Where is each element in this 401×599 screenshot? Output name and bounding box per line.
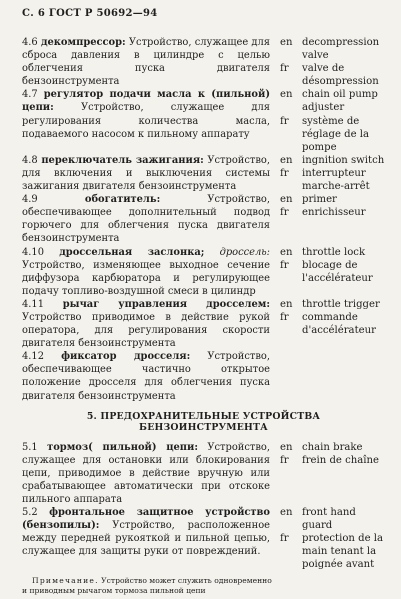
translation: frein de chaîne xyxy=(302,454,379,466)
document-body xyxy=(22,36,385,596)
term-definition xyxy=(22,441,270,506)
lang-code: en xyxy=(280,246,293,258)
term-name: дроссельная заслонка; xyxy=(59,246,205,258)
term-definition-text: Устройство, служащее для сброса давления в цилиндре с целью облегчения пуска двигателя бензоинструмента xyxy=(22,37,270,88)
term-name: фиксатор дросселя: xyxy=(61,351,191,363)
lang-code: fr xyxy=(280,63,289,75)
equivalent-fr xyxy=(280,454,385,467)
translation: ingnition switch xyxy=(302,154,385,166)
term-definition-text: Устройство приводимое в действие рукой оператора, для регулирования скорости двигателя бензоинструмента xyxy=(22,311,270,350)
equivalents xyxy=(270,246,385,298)
page-header: С. 6 ГОСТ Р 50692—94 xyxy=(22,8,158,19)
note-label: Примечание. xyxy=(32,575,99,585)
equivalents xyxy=(270,36,385,88)
term-definition-text: Устройство, служащее для остановки или блокирования цепи, приводимое в действие вручную или срабатывающее автоматически при отскоке пильного аппарата xyxy=(22,441,270,505)
equivalents xyxy=(270,350,385,402)
entries-section-4 xyxy=(22,36,385,403)
term-entry xyxy=(22,441,385,506)
note xyxy=(22,576,272,596)
translation: primer xyxy=(302,194,337,206)
term-number: 4.10 xyxy=(22,246,44,258)
equivalent-fr xyxy=(280,115,385,154)
lang-code: fr xyxy=(280,167,289,179)
lang-code: en xyxy=(280,154,293,166)
term-definition xyxy=(22,246,270,298)
equivalent-en xyxy=(280,506,385,532)
translation: interrupteur marche-arrêt xyxy=(302,167,370,193)
term-number: 4.12 xyxy=(22,351,44,363)
translation: chain oil pump adjuster xyxy=(302,89,378,114)
translation: throttle trigger xyxy=(302,298,380,310)
equivalent-en xyxy=(280,154,385,167)
equivalent-fr xyxy=(280,259,385,285)
equivalent-en xyxy=(280,441,385,454)
term-entry xyxy=(22,88,385,153)
translation: valve de désompression xyxy=(302,63,379,88)
term-definition xyxy=(22,506,270,571)
equivalents xyxy=(270,193,385,245)
translation: front hand guard xyxy=(302,507,356,532)
lang-code: en xyxy=(280,298,293,310)
term-entry xyxy=(22,246,385,298)
lang-code: fr xyxy=(280,311,289,323)
term-definition xyxy=(22,36,270,88)
lang-code: en xyxy=(280,37,293,48)
translation: blocage de l'accélérateur xyxy=(302,259,373,284)
term-entry xyxy=(22,193,385,245)
term-definition xyxy=(22,298,270,350)
term-entry xyxy=(22,298,385,350)
term-number: 5.1 xyxy=(22,441,38,453)
equivalents xyxy=(270,506,385,571)
equivalents xyxy=(270,298,385,350)
lang-code: fr xyxy=(280,533,289,545)
term-number: 4.8 xyxy=(22,154,38,166)
equivalent-fr xyxy=(280,532,385,571)
equivalents xyxy=(270,88,385,153)
note-text: Устройство может служить одновременно и приводным рычагом тормоза пильной цепи xyxy=(22,575,272,595)
equivalent-en xyxy=(280,36,385,62)
term-number: 4.6 xyxy=(22,37,38,48)
term-definition-text: Устройство, обеспечивающее дополнительный подвод горючего для облегчения пуска двигателя бензоинструмента xyxy=(22,194,270,245)
term-name: рычаг управления дросселем: xyxy=(62,298,271,310)
term-name: фронтальное защитное устройство (бензопилы): xyxy=(22,507,271,532)
equivalent-en xyxy=(280,246,385,259)
translation: protection de la main tenant la poignée avant xyxy=(302,533,384,571)
equivalent-en xyxy=(280,88,385,114)
term-entry xyxy=(22,350,385,402)
term-definition xyxy=(22,350,270,402)
term-entry xyxy=(22,36,385,88)
term-synonym: дроссель: xyxy=(204,246,271,258)
term-entry xyxy=(22,154,385,193)
term-number: 4.7 xyxy=(22,89,38,101)
translation: chain brake xyxy=(302,441,363,453)
lang-code: en xyxy=(280,507,293,519)
term-number: 4.11 xyxy=(22,298,44,310)
equivalent-fr xyxy=(280,206,385,219)
equivalent-fr xyxy=(280,62,385,88)
translation: enrichisseur xyxy=(302,207,366,219)
lang-code: fr xyxy=(280,259,289,271)
term-definition xyxy=(22,193,270,245)
equivalents xyxy=(270,441,385,506)
lang-code: fr xyxy=(280,454,289,466)
translation: commande d'accélérateur xyxy=(302,311,376,337)
lang-code: en xyxy=(280,194,293,206)
term-definition-text: Устройство, служащее для регулирования количества масла, подаваемого насосом к пильному аппарату xyxy=(22,102,270,140)
equivalent-fr xyxy=(280,311,385,337)
term-definition xyxy=(22,154,270,193)
translation: throttle lock xyxy=(302,246,366,258)
term-name: переключатель зажигания: xyxy=(41,154,204,166)
equivalent-en xyxy=(280,298,385,311)
term-entry xyxy=(22,506,385,571)
term-name: декомпрессор: xyxy=(40,37,126,48)
lang-code: en xyxy=(280,89,293,101)
lang-code: fr xyxy=(280,207,289,219)
translation: decompression valve xyxy=(302,37,380,62)
lang-code: fr xyxy=(280,115,289,127)
term-name: обогатитель: xyxy=(84,194,161,206)
term-number: 5.2 xyxy=(22,507,38,519)
lang-code: en xyxy=(280,441,293,453)
entries-section-5 xyxy=(22,441,385,572)
term-definition-text: Устройство, для включения и выключения системы зажигания двигателя бензоинструмента xyxy=(22,154,270,193)
term-definition xyxy=(22,88,270,153)
term-name: тормоз( пильной) цепи: xyxy=(47,441,198,453)
term-number: 4.9 xyxy=(22,194,38,206)
term-name: регулятор подачи масла к (пильной) цепи: xyxy=(22,89,270,114)
translation: système de réglage de la pompe xyxy=(302,115,370,153)
equivalent-en xyxy=(280,193,385,206)
equivalent-fr xyxy=(280,167,385,193)
term-definition-text: Устройство, изменяющее выходное сечение диффузора карбюратора и регулирующее подачу топливо-воздушной смеси в цилиндр xyxy=(22,259,270,297)
section-title: 5. ПРЕДОХРАНИТЕЛЬНЫЕ УСТРОЙСТВА БЕНЗОИНСТРУМЕНТА xyxy=(86,410,321,433)
term-definition-text: Устройство, обеспечивающее частично открытое положение дросселя для облегчения пуска двигателя бензоинструмента xyxy=(22,351,270,402)
term-definition-text: Устройство, расположенное между передней рукояткой и пильной цепью, служащее для защиты руки от повреждений. xyxy=(22,520,270,558)
equivalents xyxy=(270,154,385,193)
